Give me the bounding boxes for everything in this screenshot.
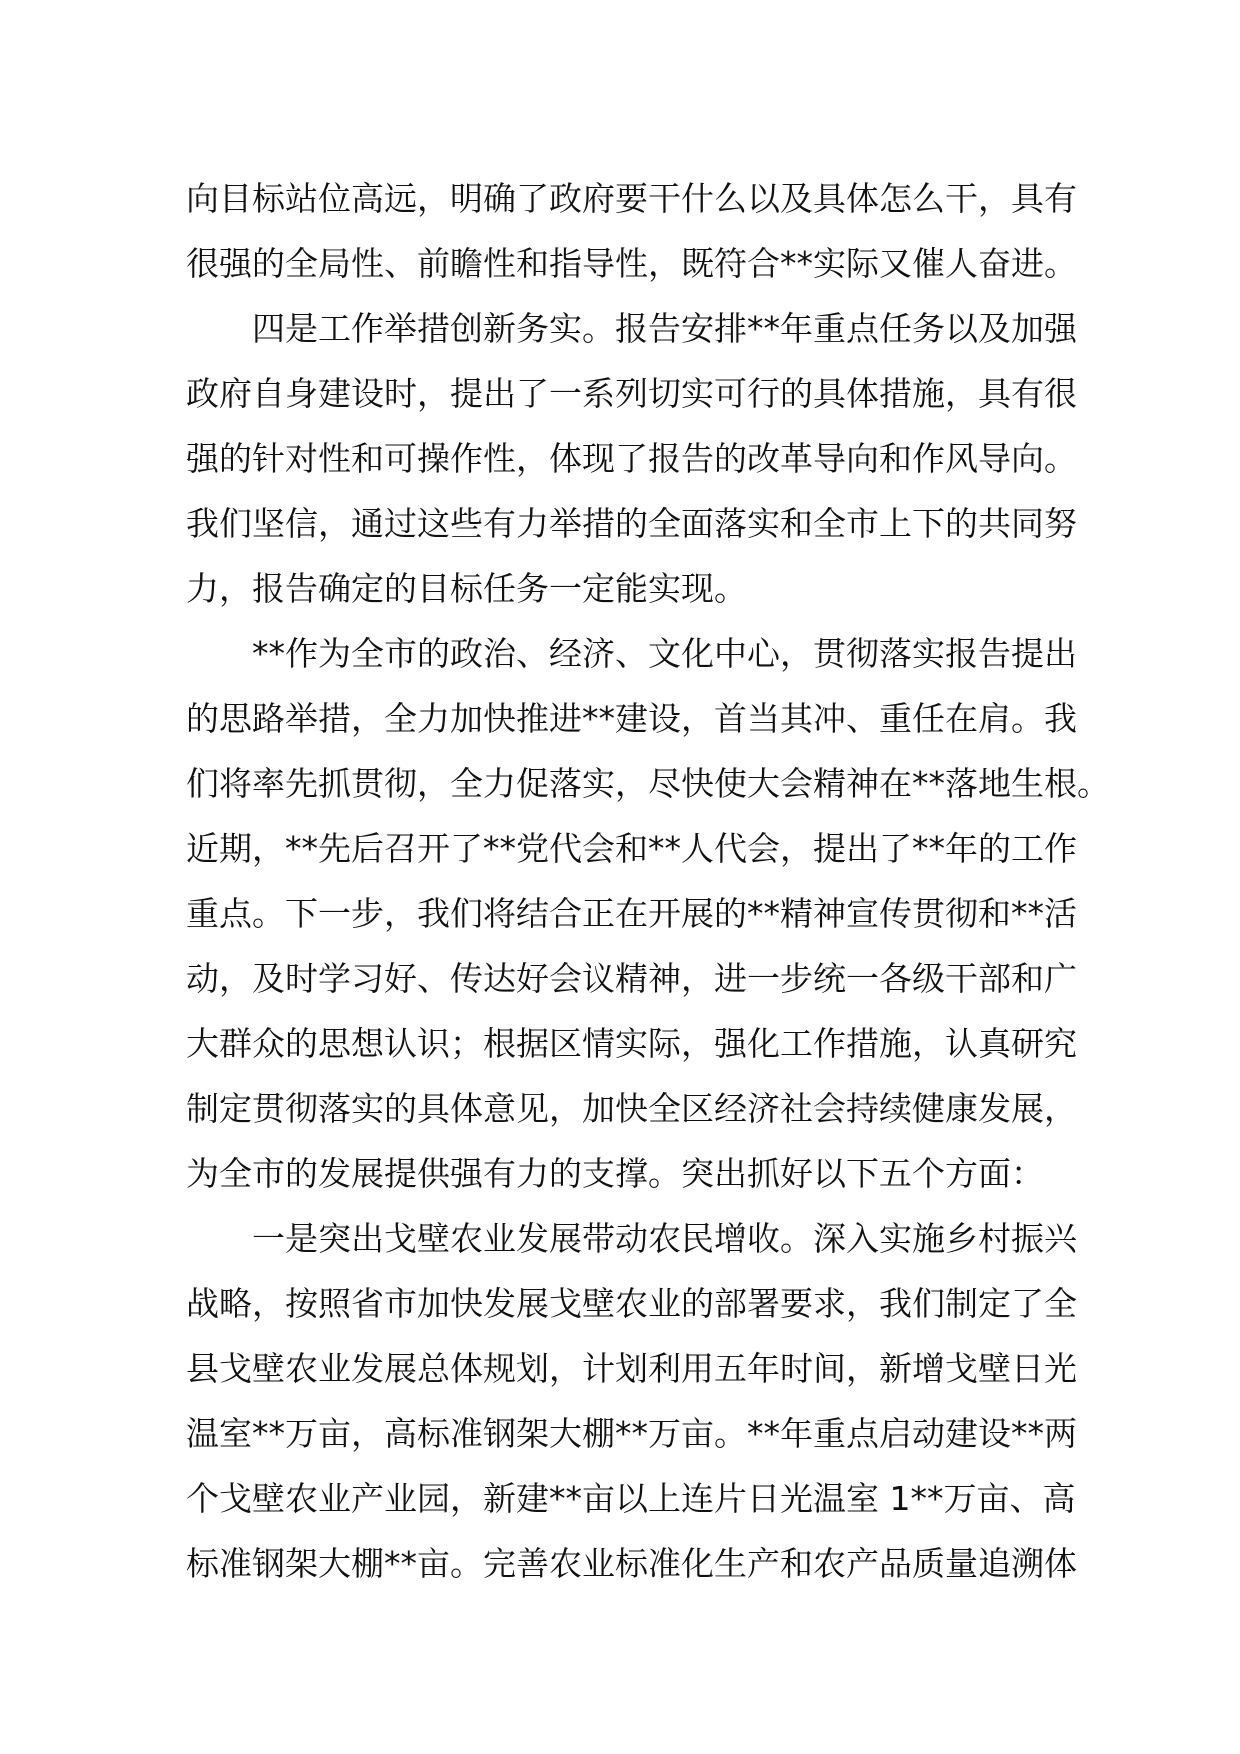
text-line: 动，及时学习好、传达好会议精神，进一步统一各级干部和广 (186, 959, 1077, 998)
text-line: 标准钢架大棚**亩。完善农业标准化生产和农产品质量追溯体 (186, 1544, 1077, 1583)
text-line: 制定贯彻落实的具体意见，加快全区经济社会持续健康发展， (186, 1089, 1077, 1128)
text-line: 温室**万亩，高标准钢架大棚**万亩。**年重点启动建设**两 (186, 1414, 1077, 1453)
text-line: 向目标站位高远，明确了政府要干什么以及具体怎么干，具有 (186, 179, 1077, 218)
text-line: 力，报告确定的目标任务一定能实现。 (186, 569, 747, 608)
text-line: 近期，**先后召开了**党代会和**人代会，提出了**年的工作 (186, 829, 1077, 868)
text-line: 我们坚信，通过这些有力举措的全面落实和全市上下的共同努 (186, 504, 1077, 543)
body-text (186, 166, 1110, 1596)
text-line: 政府自身建设时，提出了一系列切实可行的具体措施，具有很 (186, 374, 1077, 413)
text-line: 战略，按照省市加快发展戈壁农业的部署要求，我们制定了全 (186, 1284, 1077, 1323)
text-line: 们将率先抓贯彻，全力促落实，尽快使大会精神在**落地生根。 (186, 764, 1110, 803)
text-line: 四是工作举措创新务实。报告安排**年重点任务以及加强 (252, 309, 1077, 348)
text-line: **作为全市的政治、经济、文化中心，贯彻落实报告提出 (252, 634, 1077, 673)
text-line: 的思路举措，全力加快推进**建设，首当其冲、重任在肩。我 (186, 699, 1077, 738)
text-line: 强的针对性和可操作性，体现了报告的改革导向和作风导向。 (186, 439, 1077, 478)
text-line: 重点。下一步，我们将结合正在开展的**精神宣传贯彻和**活 (186, 894, 1077, 933)
text-line: 一是突出戈壁农业发展带动农民增收。深入实施乡村振兴 (252, 1219, 1077, 1258)
text-line: 县戈壁农业发展总体规划，计划利用五年时间，新增戈壁日光 (186, 1349, 1077, 1388)
text-line: 为全市的发展提供强有力的支撑。突出抓好以下五个方面： (186, 1154, 1044, 1193)
text-line: 大群众的思想认识；根据区情实际，强化工作措施，认真研究 (186, 1024, 1077, 1063)
text-line: 个戈壁农业产业园，新建**亩以上连片日光温室 1**万亩、高 (186, 1479, 1076, 1518)
text-line: 很强的全局性、前瞻性和指导性，既符合**实际又催人奋进。 (186, 244, 1077, 283)
